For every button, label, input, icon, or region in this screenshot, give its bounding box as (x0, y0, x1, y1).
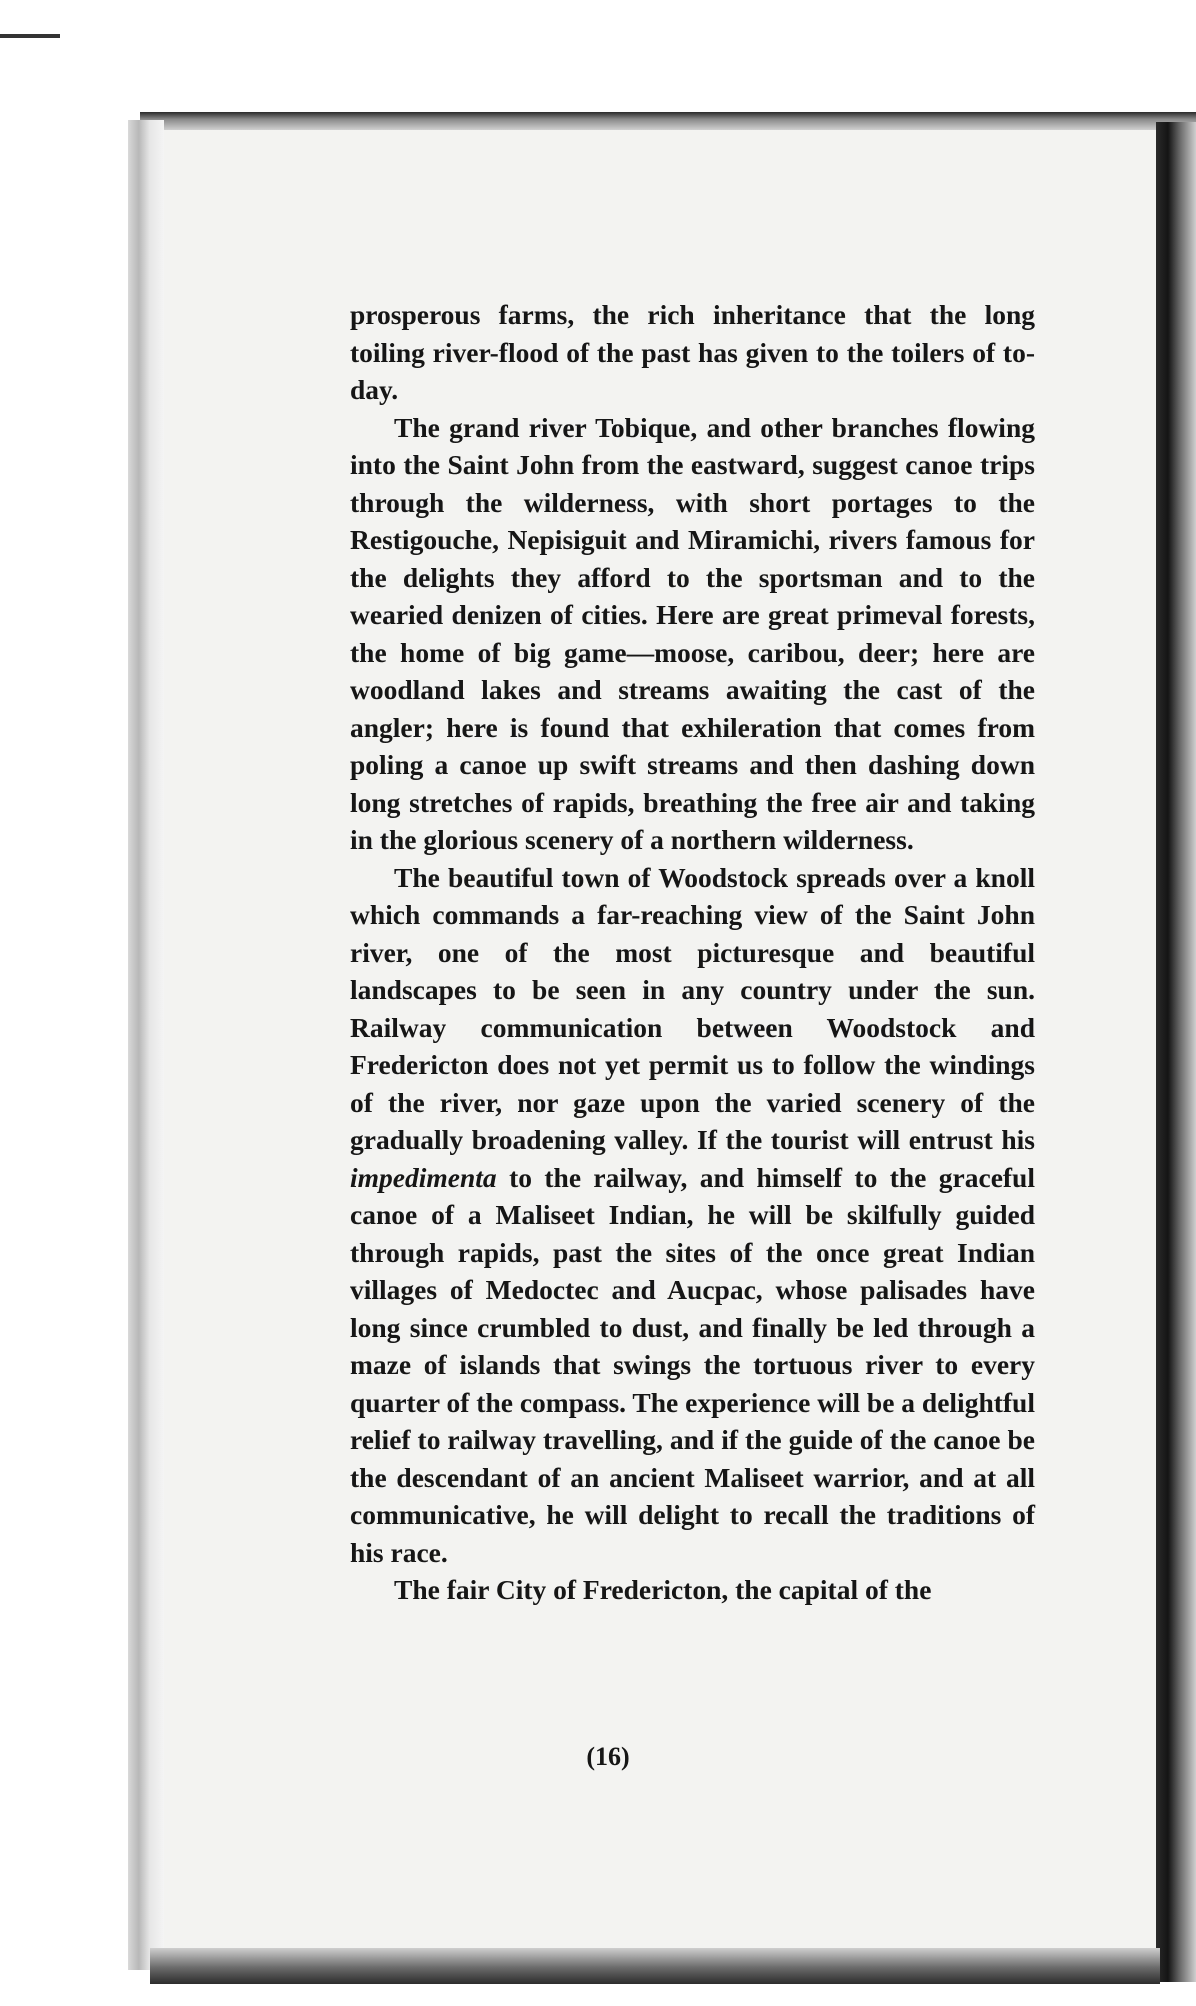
body-text (350, 296, 1035, 1609)
scan-corner-mark (0, 34, 60, 38)
book-gutter-shadow (128, 120, 164, 1970)
paragraph (350, 859, 1035, 1572)
book-bottom-edge (150, 1948, 1160, 1984)
book-top-edge (140, 112, 1196, 130)
text-run: prosperous farms, the rich inheritance that the long toiling river-flood of the past has given to the toilers of to-day. (350, 299, 1035, 405)
italic-text: impedimenta (350, 1161, 497, 1193)
paragraph (350, 296, 1035, 409)
book-right-edge (1156, 122, 1196, 1982)
text-run: to the railway, and himself to the graceful canoe of a Maliseet Indian, he will be skilfully guided through rapids, past the sites of the once great Indian villages of Medoctec and Aucpac, whose palisades have long since crumbled to dust, and finally be led through a maze of islands that swings the tortuous river to every quarter of the compass. The experience will be a delightful relief to railway travelling, and if the guide of the canoe be the descendant of an ancient Maliseet warrior, and at all communicative, he will delight to recall the traditions of his race. (350, 1161, 1035, 1568)
text-run: The grand river Tobique, and other branches flowing into the Saint John from the eastward, suggest canoe trips through the wilderness, with short portages to the Restigouche, Nepisiguit and Miramichi, rivers famous for the delights they afford to the sportsman and to the wearied denizen of cities. Here are great primeval forests, the home of big game—moose, caribou, deer; here are woodland lakes and streams awaiting the cast of the angler; here is found that exhileration that comes from poling a canoe up swift streams and then dashing down long stretches of rapids, breathing the free air and taking in the glorious scenery of a northern wilderness. (350, 411, 1035, 855)
page-number: (16) (586, 1742, 630, 1771)
paragraph (350, 1571, 1035, 1609)
text-run: The beautiful town of Woodstock spreads over a knoll which commands a far-reaching view of the Saint John river, one of the most picturesque and beautiful landscapes to be seen in any country under the sun. Railway communication between Woodstock and Fredericton does not yet permit us to follow the windings of the river, nor gaze upon the varied scenery of the gradually broadening valley. If the tourist will entrust his (350, 861, 1035, 1155)
text-run: The fair City of Fredericton, the capital of the (394, 1574, 932, 1605)
paragraph (350, 409, 1035, 859)
